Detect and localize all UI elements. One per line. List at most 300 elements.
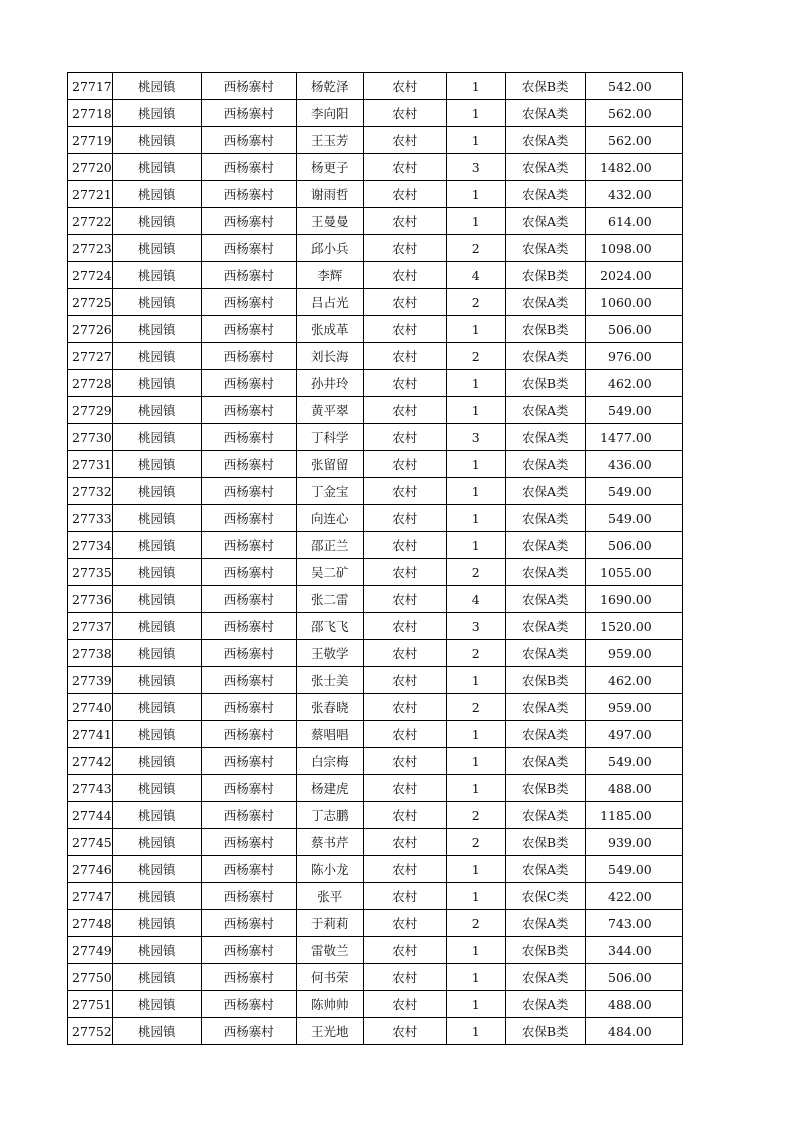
cell-name: 李辉	[296, 262, 363, 289]
cell-town: 桃园镇	[112, 559, 201, 586]
cell-id: 27745	[68, 829, 113, 856]
cell-town: 桃园镇	[112, 73, 201, 100]
cell-village: 西杨寨村	[201, 127, 296, 154]
cell-count: 1	[446, 937, 505, 964]
cell-amount: 1477.00	[585, 424, 682, 451]
table-row	[68, 451, 683, 478]
cell-count: 1	[446, 181, 505, 208]
cell-town: 桃园镇	[112, 883, 201, 910]
cell-amount: 939.00	[585, 829, 682, 856]
cell-name: 张士美	[296, 667, 363, 694]
cell-amount: 549.00	[585, 478, 682, 505]
cell-area: 农村	[363, 640, 446, 667]
table-row	[68, 991, 683, 1018]
cell-area: 农村	[363, 721, 446, 748]
cell-area: 农村	[363, 343, 446, 370]
cell-town: 桃园镇	[112, 343, 201, 370]
cell-category: 农保A类	[505, 154, 585, 181]
cell-name: 张留留	[296, 451, 363, 478]
cell-count: 2	[446, 910, 505, 937]
cell-town: 桃园镇	[112, 694, 201, 721]
cell-id: 27744	[68, 802, 113, 829]
cell-amount: 1185.00	[585, 802, 682, 829]
cell-amount: 959.00	[585, 640, 682, 667]
table-row	[68, 721, 683, 748]
cell-id: 27718	[68, 100, 113, 127]
cell-area: 农村	[363, 397, 446, 424]
cell-town: 桃园镇	[112, 775, 201, 802]
table-row	[68, 856, 683, 883]
cell-id: 27736	[68, 586, 113, 613]
cell-name: 杨乾泽	[296, 73, 363, 100]
cell-category: 农保A类	[505, 613, 585, 640]
cell-category: 农保A类	[505, 424, 585, 451]
cell-name: 邱小兵	[296, 235, 363, 262]
cell-name: 王光地	[296, 1018, 363, 1045]
cell-area: 农村	[363, 856, 446, 883]
cell-category: 农保B类	[505, 775, 585, 802]
cell-category: 农保B类	[505, 829, 585, 856]
cell-id: 27746	[68, 856, 113, 883]
table-row	[68, 586, 683, 613]
cell-amount: 1690.00	[585, 586, 682, 613]
cell-amount: 422.00	[585, 883, 682, 910]
cell-area: 农村	[363, 667, 446, 694]
cell-category: 农保A类	[505, 397, 585, 424]
cell-area: 农村	[363, 505, 446, 532]
cell-town: 桃园镇	[112, 748, 201, 775]
cell-area: 农村	[363, 73, 446, 100]
cell-name: 白宗梅	[296, 748, 363, 775]
cell-name: 王敬学	[296, 640, 363, 667]
cell-count: 1	[446, 721, 505, 748]
table-row	[68, 802, 683, 829]
cell-count: 2	[446, 235, 505, 262]
cell-count: 1	[446, 73, 505, 100]
cell-id: 27751	[68, 991, 113, 1018]
table-row	[68, 100, 683, 127]
cell-area: 农村	[363, 829, 446, 856]
cell-name: 孙井玲	[296, 370, 363, 397]
cell-village: 西杨寨村	[201, 613, 296, 640]
cell-area: 农村	[363, 370, 446, 397]
cell-category: 农保A类	[505, 856, 585, 883]
cell-count: 4	[446, 262, 505, 289]
cell-amount: 462.00	[585, 370, 682, 397]
cell-village: 西杨寨村	[201, 991, 296, 1018]
cell-category: 农保A类	[505, 991, 585, 1018]
cell-town: 桃园镇	[112, 181, 201, 208]
cell-amount: 488.00	[585, 775, 682, 802]
table-row	[68, 262, 683, 289]
cell-name: 杨建虎	[296, 775, 363, 802]
cell-name: 邵正兰	[296, 532, 363, 559]
table-row	[68, 640, 683, 667]
cell-town: 桃园镇	[112, 316, 201, 343]
table-row	[68, 883, 683, 910]
cell-count: 1	[446, 532, 505, 559]
cell-village: 西杨寨村	[201, 667, 296, 694]
cell-town: 桃园镇	[112, 208, 201, 235]
cell-town: 桃园镇	[112, 721, 201, 748]
cell-category: 农保A类	[505, 289, 585, 316]
cell-village: 西杨寨村	[201, 964, 296, 991]
cell-count: 2	[446, 343, 505, 370]
cell-area: 农村	[363, 451, 446, 478]
cell-village: 西杨寨村	[201, 559, 296, 586]
table-row	[68, 478, 683, 505]
cell-name: 何书荣	[296, 964, 363, 991]
cell-id: 27739	[68, 667, 113, 694]
cell-area: 农村	[363, 235, 446, 262]
cell-village: 西杨寨村	[201, 829, 296, 856]
cell-category: 农保A类	[505, 235, 585, 262]
cell-village: 西杨寨村	[201, 937, 296, 964]
cell-category: 农保A类	[505, 181, 585, 208]
table-row	[68, 667, 683, 694]
cell-amount: 506.00	[585, 964, 682, 991]
cell-category: 农保B类	[505, 667, 585, 694]
cell-count: 1	[446, 775, 505, 802]
cell-town: 桃园镇	[112, 991, 201, 1018]
cell-town: 桃园镇	[112, 370, 201, 397]
data-table	[67, 72, 683, 1045]
cell-count: 1	[446, 370, 505, 397]
cell-town: 桃园镇	[112, 802, 201, 829]
cell-count: 3	[446, 154, 505, 181]
cell-count: 1	[446, 883, 505, 910]
cell-name: 向连心	[296, 505, 363, 532]
cell-id: 27717	[68, 73, 113, 100]
cell-category: 农保A类	[505, 559, 585, 586]
cell-amount: 549.00	[585, 397, 682, 424]
cell-id: 27733	[68, 505, 113, 532]
cell-id: 27730	[68, 424, 113, 451]
cell-village: 西杨寨村	[201, 478, 296, 505]
cell-area: 农村	[363, 424, 446, 451]
cell-id: 27748	[68, 910, 113, 937]
cell-amount: 542.00	[585, 73, 682, 100]
cell-village: 西杨寨村	[201, 640, 296, 667]
cell-count: 1	[446, 856, 505, 883]
cell-area: 农村	[363, 289, 446, 316]
cell-id: 27740	[68, 694, 113, 721]
cell-name: 陈帅帅	[296, 991, 363, 1018]
table-row	[68, 613, 683, 640]
cell-area: 农村	[363, 964, 446, 991]
cell-count: 3	[446, 613, 505, 640]
table-row	[68, 316, 683, 343]
cell-amount: 562.00	[585, 127, 682, 154]
table-row	[68, 775, 683, 802]
cell-amount: 1482.00	[585, 154, 682, 181]
cell-town: 桃园镇	[112, 289, 201, 316]
cell-area: 农村	[363, 100, 446, 127]
cell-id: 27734	[68, 532, 113, 559]
cell-village: 西杨寨村	[201, 343, 296, 370]
cell-category: 农保A类	[505, 802, 585, 829]
cell-name: 丁科学	[296, 424, 363, 451]
cell-village: 西杨寨村	[201, 100, 296, 127]
cell-town: 桃园镇	[112, 586, 201, 613]
cell-amount: 614.00	[585, 208, 682, 235]
cell-name: 蔡书芹	[296, 829, 363, 856]
cell-id: 27728	[68, 370, 113, 397]
cell-count: 1	[446, 1018, 505, 1045]
table-row	[68, 397, 683, 424]
cell-town: 桃园镇	[112, 451, 201, 478]
cell-category: 农保A类	[505, 100, 585, 127]
cell-area: 农村	[363, 478, 446, 505]
cell-count: 2	[446, 640, 505, 667]
cell-id: 27752	[68, 1018, 113, 1045]
cell-area: 农村	[363, 586, 446, 613]
cell-category: 农保B类	[505, 937, 585, 964]
cell-town: 桃园镇	[112, 856, 201, 883]
cell-id: 27724	[68, 262, 113, 289]
cell-count: 3	[446, 424, 505, 451]
cell-id: 27727	[68, 343, 113, 370]
cell-name: 张二雷	[296, 586, 363, 613]
table-row	[68, 208, 683, 235]
cell-town: 桃园镇	[112, 262, 201, 289]
cell-area: 农村	[363, 694, 446, 721]
table-row	[68, 73, 683, 100]
cell-area: 农村	[363, 802, 446, 829]
cell-town: 桃园镇	[112, 640, 201, 667]
cell-amount: 1520.00	[585, 613, 682, 640]
cell-town: 桃园镇	[112, 154, 201, 181]
cell-category: 农保A类	[505, 964, 585, 991]
cell-name: 张成革	[296, 316, 363, 343]
cell-village: 西杨寨村	[201, 748, 296, 775]
cell-village: 西杨寨村	[201, 154, 296, 181]
cell-category: 农保B类	[505, 73, 585, 100]
cell-town: 桃园镇	[112, 397, 201, 424]
cell-id: 27735	[68, 559, 113, 586]
cell-town: 桃园镇	[112, 1018, 201, 1045]
cell-id: 27750	[68, 964, 113, 991]
cell-amount: 2024.00	[585, 262, 682, 289]
table-row	[68, 505, 683, 532]
cell-amount: 976.00	[585, 343, 682, 370]
cell-count: 1	[446, 964, 505, 991]
cell-town: 桃园镇	[112, 910, 201, 937]
table-row	[68, 829, 683, 856]
table-row	[68, 1018, 683, 1045]
cell-town: 桃园镇	[112, 613, 201, 640]
table-row	[68, 127, 683, 154]
cell-area: 农村	[363, 991, 446, 1018]
cell-area: 农村	[363, 154, 446, 181]
cell-name: 刘长海	[296, 343, 363, 370]
table-row	[68, 343, 683, 370]
cell-count: 1	[446, 316, 505, 343]
cell-category: 农保A类	[505, 532, 585, 559]
cell-name: 蔡唱唱	[296, 721, 363, 748]
cell-category: 农保A类	[505, 586, 585, 613]
cell-village: 西杨寨村	[201, 289, 296, 316]
cell-village: 西杨寨村	[201, 721, 296, 748]
cell-town: 桃园镇	[112, 964, 201, 991]
cell-id: 27719	[68, 127, 113, 154]
cell-name: 黄平翠	[296, 397, 363, 424]
cell-village: 西杨寨村	[201, 73, 296, 100]
cell-village: 西杨寨村	[201, 397, 296, 424]
table-row	[68, 154, 683, 181]
cell-area: 农村	[363, 613, 446, 640]
cell-id: 27720	[68, 154, 113, 181]
table-row	[68, 181, 683, 208]
cell-id: 27721	[68, 181, 113, 208]
table-row	[68, 424, 683, 451]
cell-name: 于莉莉	[296, 910, 363, 937]
cell-name: 杨更子	[296, 154, 363, 181]
cell-amount: 506.00	[585, 316, 682, 343]
cell-amount: 344.00	[585, 937, 682, 964]
cell-name: 吴二矿	[296, 559, 363, 586]
cell-count: 2	[446, 829, 505, 856]
cell-id: 27737	[68, 613, 113, 640]
table-row	[68, 235, 683, 262]
table-body	[68, 73, 683, 1045]
cell-village: 西杨寨村	[201, 1018, 296, 1045]
cell-name: 李向阳	[296, 100, 363, 127]
cell-amount: 1098.00	[585, 235, 682, 262]
cell-id: 27731	[68, 451, 113, 478]
table-row	[68, 937, 683, 964]
cell-count: 2	[446, 289, 505, 316]
cell-name: 王曼曼	[296, 208, 363, 235]
cell-amount: 506.00	[585, 532, 682, 559]
cell-amount: 562.00	[585, 100, 682, 127]
cell-town: 桃园镇	[112, 667, 201, 694]
cell-category: 农保A类	[505, 343, 585, 370]
cell-id: 27732	[68, 478, 113, 505]
cell-count: 2	[446, 802, 505, 829]
cell-category: 农保A类	[505, 694, 585, 721]
cell-name: 陈小龙	[296, 856, 363, 883]
cell-count: 2	[446, 559, 505, 586]
cell-id: 27742	[68, 748, 113, 775]
cell-village: 西杨寨村	[201, 586, 296, 613]
cell-id: 27725	[68, 289, 113, 316]
cell-village: 西杨寨村	[201, 775, 296, 802]
cell-id: 27723	[68, 235, 113, 262]
cell-town: 桃园镇	[112, 937, 201, 964]
cell-town: 桃园镇	[112, 424, 201, 451]
cell-town: 桃园镇	[112, 829, 201, 856]
cell-town: 桃园镇	[112, 478, 201, 505]
table-row	[68, 694, 683, 721]
cell-area: 农村	[363, 532, 446, 559]
cell-id: 27722	[68, 208, 113, 235]
cell-village: 西杨寨村	[201, 181, 296, 208]
cell-area: 农村	[363, 181, 446, 208]
cell-area: 农村	[363, 208, 446, 235]
cell-amount: 549.00	[585, 505, 682, 532]
cell-area: 农村	[363, 775, 446, 802]
cell-id: 27749	[68, 937, 113, 964]
cell-count: 4	[446, 586, 505, 613]
cell-amount: 497.00	[585, 721, 682, 748]
cell-town: 桃园镇	[112, 100, 201, 127]
cell-name: 雷敬兰	[296, 937, 363, 964]
cell-amount: 484.00	[585, 1018, 682, 1045]
cell-amount: 432.00	[585, 181, 682, 208]
cell-amount: 743.00	[585, 910, 682, 937]
cell-name: 吕占光	[296, 289, 363, 316]
cell-count: 1	[446, 100, 505, 127]
cell-amount: 1060.00	[585, 289, 682, 316]
cell-town: 桃园镇	[112, 235, 201, 262]
cell-category: 农保A类	[505, 127, 585, 154]
cell-count: 1	[446, 478, 505, 505]
cell-category: 农保A类	[505, 721, 585, 748]
cell-category: 农保B类	[505, 370, 585, 397]
cell-category: 农保A类	[505, 478, 585, 505]
cell-name: 王玉芳	[296, 127, 363, 154]
cell-id: 27741	[68, 721, 113, 748]
cell-town: 桃园镇	[112, 127, 201, 154]
cell-name: 谢雨哲	[296, 181, 363, 208]
cell-village: 西杨寨村	[201, 802, 296, 829]
cell-count: 1	[446, 208, 505, 235]
cell-name: 邵飞飞	[296, 613, 363, 640]
cell-amount: 1055.00	[585, 559, 682, 586]
cell-count: 1	[446, 505, 505, 532]
cell-category: 农保A类	[505, 748, 585, 775]
cell-count: 1	[446, 127, 505, 154]
table-row	[68, 748, 683, 775]
cell-count: 1	[446, 451, 505, 478]
cell-id: 27738	[68, 640, 113, 667]
cell-category: 农保A类	[505, 910, 585, 937]
cell-town: 桃园镇	[112, 532, 201, 559]
cell-id: 27726	[68, 316, 113, 343]
cell-village: 西杨寨村	[201, 370, 296, 397]
cell-area: 农村	[363, 748, 446, 775]
table-row	[68, 559, 683, 586]
cell-name: 丁志鹏	[296, 802, 363, 829]
cell-area: 农村	[363, 883, 446, 910]
cell-category: 农保C类	[505, 883, 585, 910]
cell-town: 桃园镇	[112, 505, 201, 532]
table-row	[68, 910, 683, 937]
cell-category: 农保A类	[505, 208, 585, 235]
cell-category: 农保A类	[505, 640, 585, 667]
cell-village: 西杨寨村	[201, 235, 296, 262]
cell-name: 张春晓	[296, 694, 363, 721]
cell-count: 1	[446, 991, 505, 1018]
cell-category: 农保A类	[505, 451, 585, 478]
cell-village: 西杨寨村	[201, 505, 296, 532]
cell-village: 西杨寨村	[201, 883, 296, 910]
cell-id: 27747	[68, 883, 113, 910]
cell-village: 西杨寨村	[201, 532, 296, 559]
cell-village: 西杨寨村	[201, 316, 296, 343]
table-row	[68, 532, 683, 559]
cell-amount: 488.00	[585, 991, 682, 1018]
cell-area: 农村	[363, 559, 446, 586]
cell-amount: 549.00	[585, 856, 682, 883]
cell-category: 农保B类	[505, 262, 585, 289]
cell-village: 西杨寨村	[201, 208, 296, 235]
cell-amount: 549.00	[585, 748, 682, 775]
table-row	[68, 289, 683, 316]
cell-name: 张平	[296, 883, 363, 910]
cell-area: 农村	[363, 937, 446, 964]
